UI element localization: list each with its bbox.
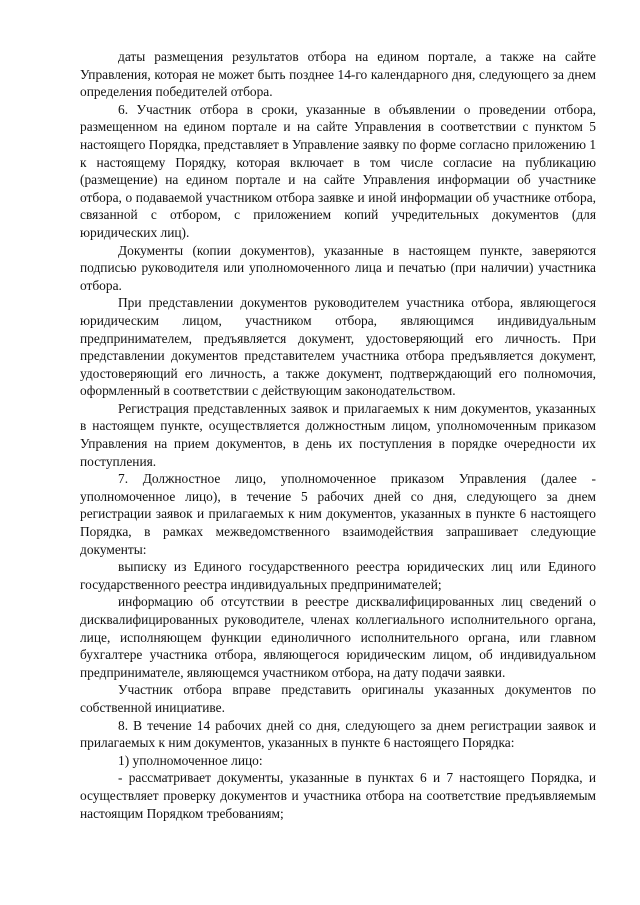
paragraph-publication-date: даты размещения результатов отбора на едином портале, а также на сайте Управления, которая не может быть позднее 14-го календарного дня, следующего за днем определения победителей отбора. (80, 49, 596, 100)
paragraph-authorized-person: 1) уполномоченное лицо: (118, 752, 263, 768)
paragraph-registration: Регистрация представленных заявок и прилагаемых к ним документов, указанных в настоящем пункте, осуществляется должностным лицом, уполномоченным приказом Управления на прием документов, в день их поступления в порядке очередности их поступления. (80, 400, 596, 469)
paragraph-item-6: 6. Участник отбора в сроки, указанные в объявлении о проведении отбора, размещенном на едином портале и на сайте Управления в соответствии с пунктом 5 настоящего Порядка, представляет в Управление заявку по форме согласно приложению 1 к настоящему Порядку, которая включает в том числе согласие на публикацию (размещение) на едином портале и на сайте Управления информации об участнике отбора, о подаваемой участником отбора заявке и иной информации об участнике отбора, связанной с отбором, с приложением копий учредительных документов (для юридических лиц). (80, 101, 597, 240)
paragraph-review-documents: - рассматривает документы, указанные в пунктах 6 и 7 настоящего Порядка, и осуществляет проверку документов и участника отбора на соответствие предъявляемым настоящим Порядком требованиям; (80, 770, 596, 821)
paragraph-disqualified-registry: информацию об отсутствии в реестре дисквалифицированных лиц сведений о дисквалифицированных руководителе, членах коллегиального исполнительного органа, лице, исполняющем функции единоличного исполнительного органа, или главном бухгалтере участника отбора, являющегося юридическим лицом, об индивидуальном предпринимателе, являющемся участником отбора, на дату подачи заявки. (80, 594, 596, 680)
document-body (80, 48, 596, 822)
paragraph-register-extract: выписку из Единого государственного реестра юридических лиц или Единого государственного реестра индивидуальных предпринимателей; (80, 559, 596, 592)
paragraph-identity-documents: При представлении документов руководителем участника отбора, являющегося юридическим лицом, участником отбора, являющимся индивидуальным предпринимателем, предъявляется документ, удостоверяющий его личность. При представлении документов представителем участника отбора предъявляется документ, удостоверяющий его личность, а также документ, подтверждающий его полномочия, оформленный в соответствии с действующим законодательством. (80, 295, 596, 399)
paragraph-documents-certification: Документы (копии документов), указанные в настоящем пункте, заверяются подписью руководителя или уполномоченного лица и печатью (при наличии) участника отбора. (80, 242, 596, 293)
paragraph-item-7: 7. Должностное лицо, уполномоченное приказом Управления (далее - уполномоченное лицо), в течение 5 рабочих дней со дня, следующего за днем регистрации заявок и прилагаемых к ним документов, указанных в пункте 6 настоящего Порядка, в рамках межведомственного взаимодействия запрашивает следующие документы: (80, 471, 596, 557)
paragraph-item-8: 8. В течение 14 рабочих дней со дня, следующего за днем регистрации заявок и прилагаемых к ним документов, указанных в пункте 6 настоящего Порядка: (80, 717, 596, 751)
paragraph-originals: Участник отбора вправе представить оригиналы указанных документов по собственной инициативе. (80, 682, 596, 715)
